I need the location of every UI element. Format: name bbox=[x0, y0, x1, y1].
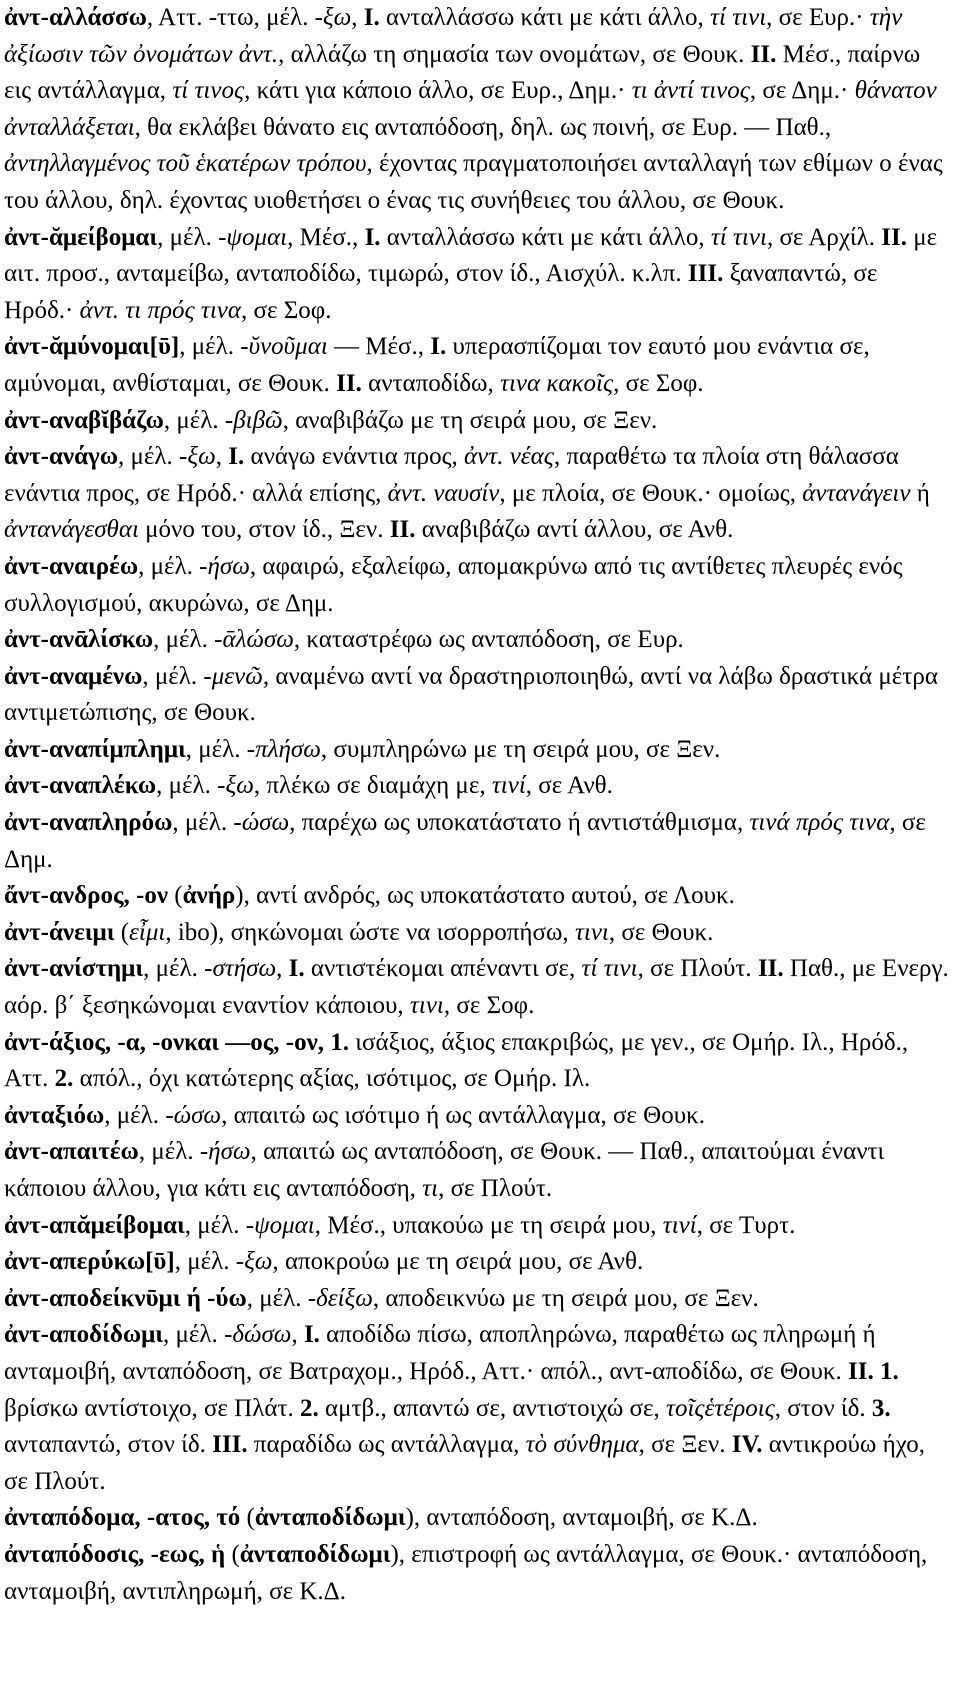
entry-text: εἶμι bbox=[129, 918, 166, 946]
dictionary-entry bbox=[4, 1208, 950, 1245]
entry-text: , στον ίδ. bbox=[774, 1394, 872, 1422]
entry-text: παραδίδω ως αντάλλαγμα, bbox=[247, 1431, 526, 1459]
entry-text: , σε Σοφ. bbox=[613, 369, 704, 397]
entry-headword: ἀντ-ανίστημι bbox=[4, 955, 144, 983]
entry-headword: ἀντ-άξιος, -α, -ονκαι —ος, -ον, 1. bbox=[4, 1028, 350, 1056]
dictionary-entry bbox=[4, 1500, 950, 1537]
dictionary-entry bbox=[4, 659, 950, 732]
entry-text: ἀντανάγειν bbox=[802, 479, 911, 507]
entry-text: , αναμένω αντί να δραστηριοποιηθώ, αντί να λάβω δραστικά μέτρα αντιμετώπισης, σε Θουκ. bbox=[4, 662, 938, 727]
entry-text: II. bbox=[336, 369, 362, 397]
entry-headword: ἀντ-άνειμι bbox=[4, 918, 115, 946]
entry-headword: ἀντ-ᾰμύνομαι[ῡ] bbox=[4, 333, 180, 361]
entry-text: ανταποδίδω, bbox=[361, 369, 501, 397]
entry-headword: ἄντ-ανδρος, -ον bbox=[4, 882, 168, 910]
dictionary-entry bbox=[4, 220, 950, 330]
entry-text: , μέλ. bbox=[184, 1211, 246, 1239]
entry-text: -πλήσω bbox=[246, 735, 321, 763]
entry-text: αντιστέκομαι απέναντι σε, bbox=[304, 955, 582, 983]
entry-text: -μενῶ bbox=[203, 662, 263, 690]
entry-text: , μέλ. bbox=[172, 809, 234, 837]
entry-text: IV. bbox=[731, 1431, 763, 1459]
entry-text: , μέλ. - bbox=[174, 1248, 245, 1276]
entry-text: 2. bbox=[300, 1394, 319, 1422]
entry-text: τί τινι bbox=[710, 4, 767, 31]
entry-text: αποδίδω πίσω, αποπληρώνω, παραθέτω ως πληρωμή ή ανταμοιβή, ανταπόδοση, σε Βατραχομ., Ηρόδ., Αττ.· απόλ., αντ-αποδίδω, σε Θουκ. bbox=[4, 1321, 876, 1385]
entry-text: μόνο του, στον ίδ., Ξεν. bbox=[138, 516, 390, 544]
entry-text: II. bbox=[881, 223, 907, 251]
dictionary-entry bbox=[4, 951, 950, 1024]
dictionary-entry bbox=[4, 1281, 950, 1318]
entry-headword: ἀντ-αλλάσσω bbox=[4, 4, 147, 31]
entry-text: τὸ σύνθημα bbox=[525, 1431, 639, 1459]
dictionary-entry bbox=[4, 1134, 950, 1207]
entry-text: με αιτ. προσ., ανταμείβω, ανταποδίδω, τιμωρώ, στον ίδ., Αισχύλ. κ.λπ. bbox=[4, 223, 938, 288]
entry-text: , πλέκω σε διαμάχη με, bbox=[253, 772, 492, 800]
entry-text: III. bbox=[687, 260, 724, 288]
entry-text: ), επιστροφή ως αντάλλαγμα, σε Θουκ.· ανταπόδοση, ανταμοιβή, αντιπληρωμή, σε Κ.Δ. bbox=[4, 1540, 928, 1605]
entry-text: , μέλ. bbox=[153, 626, 215, 654]
entry-text: , μέλ. bbox=[157, 223, 219, 251]
entry-headword: ἀντ-αναμένω bbox=[4, 662, 143, 690]
entry-text: τινί bbox=[662, 1211, 697, 1239]
dictionary-entry bbox=[4, 878, 950, 915]
entry-headword: ἀντ-αποδείκνῡμι ή -ύω bbox=[4, 1284, 247, 1312]
entry-text: -ψομαι bbox=[245, 1211, 315, 1239]
entry-text: ( bbox=[114, 918, 130, 946]
entry-text: ), αντί ανδρός, ως υποκατάστατο αυτού, σε Λουκ. bbox=[235, 882, 735, 910]
entry-text: αντικρούω ήχο, σε Πλούτ. bbox=[4, 1431, 925, 1495]
dictionary-entry bbox=[4, 732, 950, 769]
entry-text: — Μέσ., bbox=[327, 333, 431, 361]
dictionary-entry bbox=[4, 549, 950, 622]
entry-headword: ἀνταπόδοσις, -εως, ἡ bbox=[4, 1540, 226, 1568]
entry-text: , παραθέτω τα πλοία στη θάλασσα ενάντια προς, σε Ηρόδ.· αλλά επίσης, bbox=[4, 443, 899, 507]
entry-text: , παρέχω ως υποκατάστατο ή αντιστάθμισμα, bbox=[289, 809, 750, 837]
entry-headword: ἀντ-ᾰμείβομαι bbox=[4, 223, 158, 251]
entry-text: τινι bbox=[574, 918, 609, 946]
entry-headword: ἀντ-ανᾱλίσκω bbox=[4, 626, 154, 654]
entry-text: , μέλ. bbox=[138, 552, 200, 580]
entry-headword: ἀντ-απαιτέω bbox=[4, 1138, 139, 1166]
entry-text: ανταλλάσσω κάτι με κάτι άλλο, bbox=[380, 223, 711, 251]
entry-text: , Μέσ., υπακούω με τη σειρά μου, bbox=[314, 1211, 663, 1239]
entry-text: ή bbox=[910, 479, 930, 507]
entry-text: , σε Ανθ. bbox=[525, 772, 613, 800]
entry-text: , σε Θουκ. bbox=[608, 918, 714, 946]
entry-text: , μέλ. bbox=[104, 1101, 166, 1129]
entry-text: , αφαιρώ, εξαλείφω, απομακρύνω από τις αντίθετες πλευρές ενός συλλογισμού, ακυρώνω, σε Δημ. bbox=[4, 552, 903, 617]
dictionary-entry bbox=[4, 805, 950, 878]
entry-text: , bbox=[215, 443, 229, 471]
entry-text: I. bbox=[363, 4, 380, 31]
dictionary-entry bbox=[4, 1025, 950, 1098]
entry-text: , bbox=[351, 4, 364, 31]
entry-text: -ξω bbox=[179, 443, 216, 471]
entry-text: II. bbox=[389, 516, 416, 544]
entry-headword: ἀντ-αναβῐβάζω bbox=[4, 406, 164, 434]
entry-text: I. bbox=[303, 1321, 320, 1349]
entry-text: , με πλοία, σε Θουκ.· ομοίως, bbox=[499, 479, 803, 507]
dictionary-entry bbox=[4, 439, 950, 549]
entry-text: τινί bbox=[491, 772, 526, 800]
dictionary-entry bbox=[4, 1098, 950, 1135]
entry-text: , μέλ. bbox=[179, 333, 241, 361]
entry-text: , σε Σοφ. bbox=[443, 992, 535, 1020]
entry-text: I. bbox=[288, 955, 305, 983]
entry-text: τοῖςἑτέροις bbox=[666, 1394, 775, 1422]
entry-text: -ᾱλώσω bbox=[214, 626, 294, 654]
entry-text: -δώσω bbox=[224, 1321, 292, 1349]
dictionary-entry bbox=[4, 403, 950, 440]
entry-text: , σε Σοφ. bbox=[240, 296, 332, 324]
entry-text: ανάγω ενάντια προς, bbox=[244, 443, 465, 471]
entry-text: θάνατον ἀνταλλάξεται bbox=[4, 77, 937, 141]
entry-text: , απαιτώ ως ισότιμο ή ως αντάλλαγμα, σε Θουκ. bbox=[221, 1101, 705, 1129]
entry-text: -ώσω bbox=[233, 809, 290, 837]
entry-text: II. bbox=[750, 40, 777, 68]
entry-text: Παθ., με Ενεργ. αόρ. β΄ ξεσηκώνομαι εναντίον κάποιου, bbox=[4, 955, 949, 1020]
entry-headword: ἀντ-απερύκω[ῡ] bbox=[4, 1248, 175, 1276]
entry-text: II. bbox=[757, 955, 784, 983]
dictionary-entry bbox=[4, 329, 950, 402]
entry-text: , σε Ξεν. bbox=[638, 1431, 732, 1459]
entry-text: , σε Τυρτ. bbox=[696, 1211, 796, 1239]
entry-text: , μέλ. bbox=[163, 406, 225, 434]
entry-text: , μέλ. bbox=[246, 1284, 308, 1312]
dictionary-entry bbox=[4, 915, 950, 952]
entry-text: 3. bbox=[871, 1394, 891, 1422]
entry-text: ἀντηλλαγμένος τοῦ ἑκατέρων τρόπου bbox=[4, 150, 367, 178]
entry-text: , θα εκλάβει θάνατο εις ανταπόδοση, δηλ. ως ποινή, σε Ευρ. — Παθ., bbox=[134, 113, 832, 141]
entry-text: ἀνταποδίδωμι bbox=[239, 1540, 391, 1568]
entry-text: -ήσω bbox=[199, 1138, 251, 1166]
dictionary-entry bbox=[4, 1317, 950, 1500]
entry-headword: ἀνταπόδομα, -ατος, τό bbox=[4, 1504, 241, 1532]
entry-text: , μέλ. bbox=[142, 662, 204, 690]
entry-headword: ἀντ-ανάγω bbox=[4, 443, 119, 471]
entry-text: , μέλ. bbox=[138, 1138, 200, 1166]
entry-text: ἀντανάγεσθαι bbox=[4, 516, 139, 544]
entry-text: , συμπληρώνω με τη σειρά μου, σε Ξεν. bbox=[320, 735, 721, 763]
entry-text: III. bbox=[212, 1431, 248, 1459]
entry-text: -ήσω bbox=[199, 552, 250, 580]
entry-text: ( bbox=[240, 1504, 255, 1532]
entry-text: ἀνταποδίδωμι bbox=[254, 1504, 406, 1532]
entry-text: αμτβ., απαντώ σε, αντιστοιχώ σε, bbox=[318, 1394, 667, 1422]
entry-text: , σε Δημ. bbox=[4, 809, 926, 873]
entry-text: ), ανταπόδοση, ανταμοιβή, σε Κ.Δ. bbox=[405, 1504, 758, 1532]
entry-text: τινι bbox=[409, 992, 444, 1020]
entry-text: ἀντ. τι πρός τινα bbox=[79, 296, 241, 324]
dictionary-entry bbox=[4, 0, 950, 220]
entry-headword: ἀντ-αναπίμπλημι bbox=[4, 735, 186, 763]
entry-text: -βιβῶ bbox=[224, 406, 283, 434]
entry-text: , μέλ. bbox=[185, 735, 247, 763]
entry-text: αναβιβάζω αντί άλλου, σε Ανθ. bbox=[415, 516, 734, 544]
entry-text: , μέλ. bbox=[156, 772, 218, 800]
entry-text: , αλλάζω τη σημασία των ονομάτων, σε Θουκ. bbox=[278, 40, 751, 68]
entry-text: ἀντ. νέας bbox=[464, 443, 554, 471]
entry-text: I. bbox=[430, 333, 447, 361]
entry-text: ανταπαντώ, στον ίδ. bbox=[4, 1431, 213, 1459]
entry-text: υπερασπίζομαι τον εαυτό μου ενάντια σε, αμύνομαι, ανθίσταμαι, σε Θουκ. bbox=[4, 333, 870, 397]
entry-text: ἀντ. ναυσίν bbox=[387, 479, 500, 507]
entry-text: , Μέσ., bbox=[287, 223, 365, 251]
entry-text: -δείξω bbox=[307, 1284, 373, 1312]
entry-text: , καταστρέφω ως ανταπόδοση, σε Ευρ. bbox=[293, 626, 684, 654]
entry-text: ισάξιος, άξιος επακριβώς, με γεν., σε Ομήρ. Ιλ., Ηρόδ., Αττ. bbox=[4, 1028, 909, 1093]
entry-text: απόλ., όχι κατώτερης αξίας, ισότιμος, σε Ομήρ. Ιλ. bbox=[73, 1065, 591, 1093]
dictionary-entry bbox=[4, 1244, 950, 1281]
entry-text: ( bbox=[168, 882, 183, 910]
entry-text: τινά πρός τινα bbox=[749, 809, 890, 837]
entry-headword: ἀντ-απᾰμείβομαι bbox=[4, 1211, 185, 1239]
entry-text: , μέλ. bbox=[163, 1321, 225, 1349]
entry-text: -ψομαι bbox=[218, 223, 288, 251]
entry-text: τί τινος bbox=[172, 77, 245, 105]
dictionary-entry bbox=[4, 622, 950, 659]
entry-text: , σε Αρχίλ. bbox=[766, 223, 882, 251]
entry-text: -ξω bbox=[314, 4, 352, 31]
entry-text: ξαναπαντώ, σε Ηρόδ.· bbox=[4, 260, 878, 324]
entry-text: Μέσ., παίρνω εις αντάλλαγμα, bbox=[4, 40, 921, 105]
entry-text: τινα κακοῖς bbox=[500, 369, 614, 397]
entry-text: , σε Πλούτ. bbox=[438, 1175, 553, 1202]
entry-text: , σε Πλούτ. bbox=[637, 955, 758, 983]
dictionary-entry bbox=[4, 1537, 950, 1610]
entry-text: ( bbox=[225, 1540, 240, 1568]
entry-text: , σε Ευρ.· bbox=[766, 4, 870, 31]
entry-text: -ξω bbox=[217, 772, 254, 800]
entry-text: , απαιτώ ως ανταπόδοση, σε Θουκ. — Παθ., απαιτούμαι έναντι κάποιου άλλου, για κάτι εις ανταπόδοση, bbox=[4, 1138, 885, 1202]
entry-text: -στήσω bbox=[204, 955, 277, 983]
entry-text: , σε Δημ.· bbox=[749, 77, 855, 105]
entry-text: ἀνήρ bbox=[182, 882, 236, 910]
entry-text: I. bbox=[364, 223, 381, 251]
entry-headword: ἀντ-αναπληρόω bbox=[4, 809, 173, 837]
entry-text: ανταλλάσσω κάτι με κάτι άλλο, bbox=[379, 4, 711, 31]
entry-text: τι ἀντί τινος bbox=[631, 77, 750, 105]
entry-text: 2. bbox=[54, 1065, 74, 1093]
entry-text: , αποδεικνύω με τη σειρά μου, σε Ξεν. bbox=[372, 1284, 759, 1312]
entry-text: I. bbox=[228, 443, 245, 471]
entry-text: -ῠνοῦμαι bbox=[240, 333, 328, 361]
entry-text: , έχοντας πραγματοποιήσει ανταλλαγή των εθίμων ο ένας του άλλου, δηλ. έχοντας υιοθετήσει ο ένας τις συνήθειες του άλλου, σε Θουκ. bbox=[4, 150, 943, 214]
entry-text: , ibo), σηκώνομαι ώστε να ισορροπήσω, bbox=[165, 918, 575, 946]
entry-text: βρίσκω αντίστοιχο, σε Πλάτ. bbox=[4, 1394, 300, 1422]
entry-text: τὴν ἀξίωσιν τῶν ὀνομάτων ἀντ. bbox=[4, 4, 903, 68]
entry-text: , bbox=[291, 1321, 304, 1349]
entry-text: τί τινι bbox=[710, 223, 767, 251]
entry-text: , μέλ. bbox=[118, 443, 180, 471]
entry-text: τί τινι bbox=[581, 955, 638, 983]
entry-headword: ἀντ-αποδίδωμι bbox=[4, 1321, 164, 1349]
entry-text: , αναβιβάζω με τη σειρά μου, σε Ξεν. bbox=[282, 406, 658, 434]
entry-text: τι bbox=[422, 1175, 439, 1202]
entry-headword: ἀνταξιόω bbox=[4, 1101, 105, 1129]
dictionary-entry bbox=[4, 768, 950, 805]
entry-text: ξω bbox=[244, 1248, 273, 1276]
entry-text: , bbox=[276, 955, 289, 983]
entry-headword: ἀντ-αναπλέκω bbox=[4, 772, 157, 800]
entry-text: -ώσω bbox=[165, 1101, 222, 1129]
entry-text: , Αττ. -ττω, μέλ. bbox=[146, 4, 315, 31]
entry-text: , αποκρούω με τη σειρά μου, σε Ανθ. bbox=[272, 1248, 644, 1276]
entry-headword: ἀντ-αναιρέω bbox=[4, 552, 139, 580]
entry-text: II. 1. bbox=[848, 1357, 899, 1385]
entry-text: , κάτι για κάποιο άλλο, σε Ευρ., Δημ.· bbox=[244, 77, 632, 105]
entry-text: , μέλ. bbox=[143, 955, 205, 983]
